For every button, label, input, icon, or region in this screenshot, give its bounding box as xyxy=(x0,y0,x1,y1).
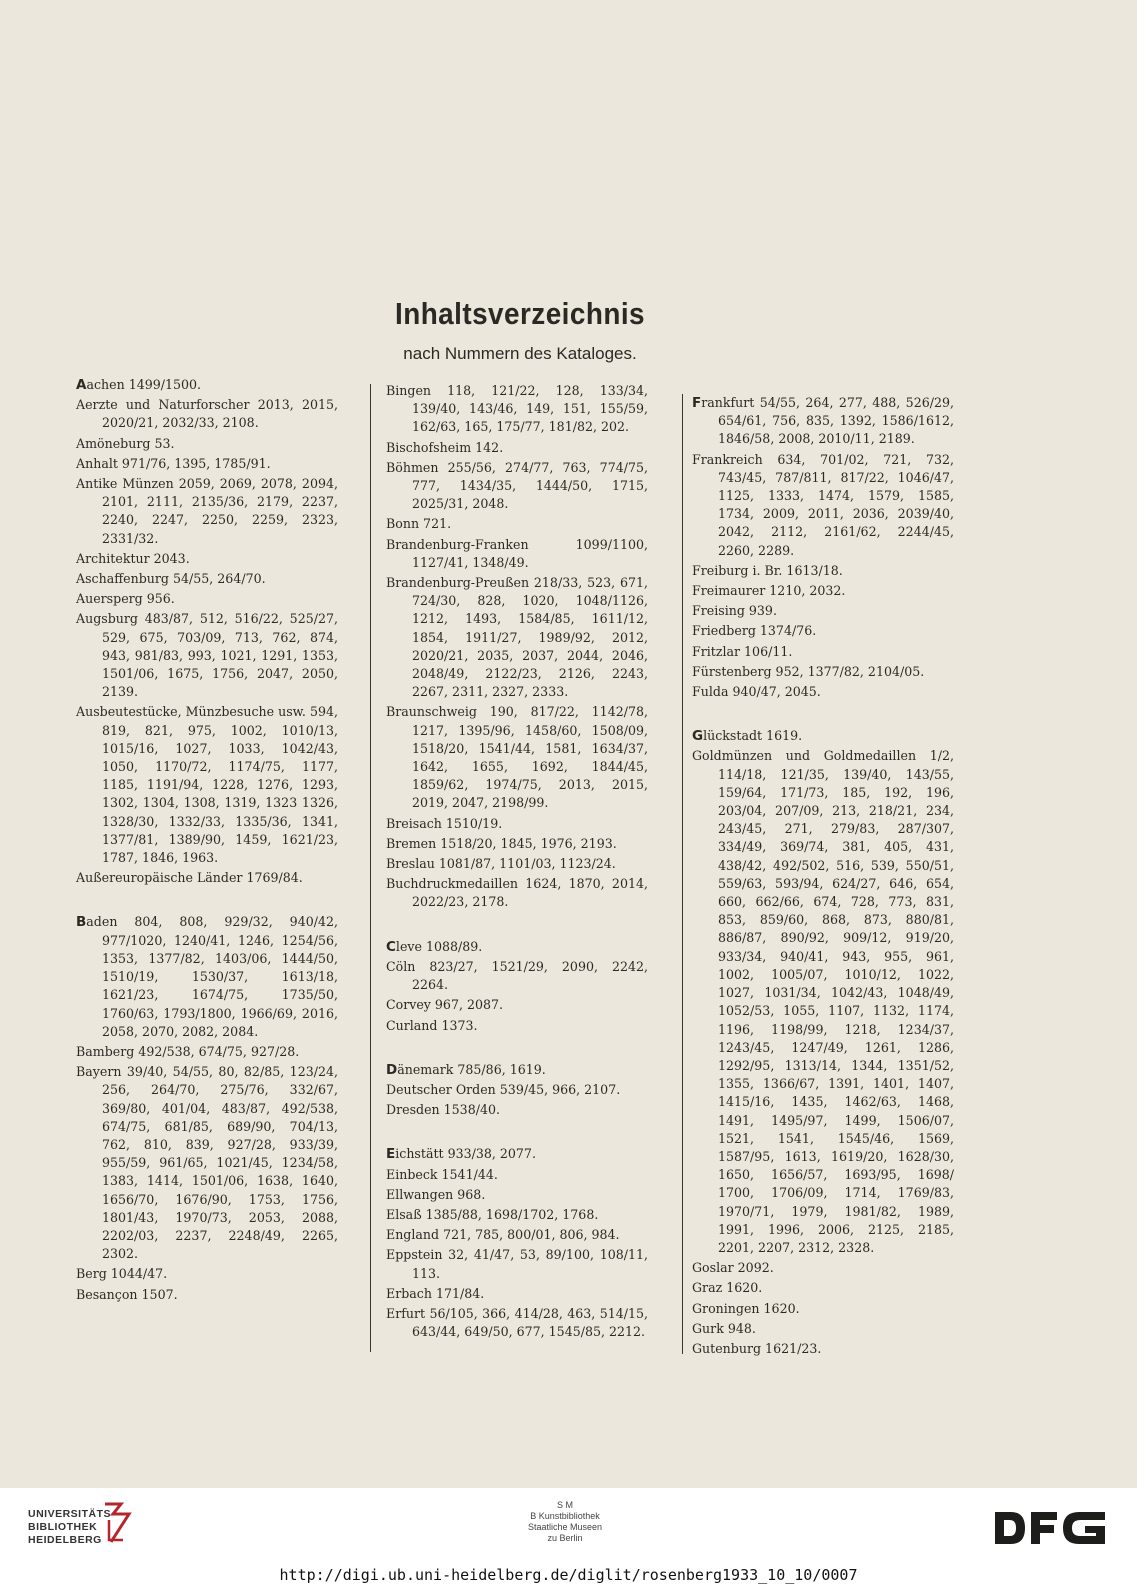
index-entry xyxy=(692,1320,954,1338)
index-entry xyxy=(76,703,338,867)
index-entry-text: Architektur 2043. xyxy=(76,550,190,566)
index-entry-text: Freising 939. xyxy=(692,603,777,619)
index-entry xyxy=(386,1166,648,1184)
index-entry xyxy=(386,875,648,911)
index-entry-text: Bonn 721. xyxy=(386,516,452,532)
index-entry-text: Einbeck 1541/44. xyxy=(386,1166,498,1182)
index-entry-text: Aschaffenburg 54/55, 264/70. xyxy=(76,571,266,587)
index-entry-text: Anhalt 971/76, 1395, 1785/91. xyxy=(76,455,271,471)
index-entry-text: Erfurt 56/105, 366, 414/28, 463, 514/15, 643/44, 649/50, 677, 1545/85, 2212. xyxy=(386,1305,648,1340)
index-entry xyxy=(76,550,338,568)
index-entry xyxy=(76,869,338,887)
index-entry xyxy=(692,394,954,449)
section-initial: B xyxy=(76,914,87,931)
index-entry xyxy=(692,747,954,1257)
index-column-3 xyxy=(692,394,954,1360)
stamp-line: zu Berlin xyxy=(547,1533,583,1543)
index-entry-text: Braunschweig 190, 817/22, 1142/78, 1217, 1395/96, 1458/60, 1508/09, 1518/20, 1541/44, 1581, 1634/37, 1642, 1655, 1692, 1844/45, 1859/62, 1974/75, 2013, 2015, 2019, 2047, 2198/99. xyxy=(386,704,648,811)
index-entry xyxy=(386,439,648,457)
section-gap xyxy=(692,703,954,727)
section-initial: E xyxy=(386,1146,396,1163)
index-entry xyxy=(76,1265,338,1283)
index-entry-text: Buchdruckmedaillen 1624, 1870, 2014, 2022/23, 2178. xyxy=(386,876,648,910)
index-entry-text: ichstätt 933/38, 2077. xyxy=(395,1146,536,1162)
index-entry-text: Brandenburg-Preußen 218/33, 523, 671, 724/30, 828, 1020, 1048/1126, 1212, 1493, 1584/85, 1611/12, 1854, 1911/27, 1989/92, 2012, 2020/21, 2035, 2037, 2044, 2046, 2048/49, 2122/23, 2126, 2243, 2267, 2311, 2327, 2333. xyxy=(386,575,648,700)
index-entry xyxy=(386,459,648,514)
index-entry-text: Böhmen 255/56, 274/77, 763, 774/75, 777, 1434/35, 1444/50, 1715, 2025/31, 2048. xyxy=(386,459,648,512)
index-entry xyxy=(692,1300,954,1318)
index-entry xyxy=(386,815,648,833)
index-entry xyxy=(386,855,648,873)
dfg-logo-icon[interactable] xyxy=(993,1508,1109,1548)
heidelberg-logo-icon[interactable] xyxy=(101,1500,133,1546)
section-gap xyxy=(386,1121,648,1145)
section-initial: A xyxy=(76,377,87,393)
index-entry xyxy=(692,1340,954,1358)
index-entry xyxy=(76,376,338,394)
index-entry xyxy=(386,1061,648,1079)
index-entry xyxy=(692,451,954,560)
index-entry-text: Corvey 967, 2087. xyxy=(386,997,504,1013)
index-entry xyxy=(76,435,338,453)
index-entry xyxy=(76,913,338,1040)
index-entry xyxy=(76,1286,338,1304)
index-entry-text: Groningen 1620. xyxy=(692,1300,800,1316)
index-entry xyxy=(76,590,338,608)
index-entry-text: Aerzte und Naturforscher 2013, 2015, 2020/21, 2032/33, 2108. xyxy=(76,397,338,431)
index-entry xyxy=(76,1043,338,1061)
index-entry-text: Dresden 1538/40. xyxy=(386,1102,500,1118)
index-entry-text: Gutenburg 1621/23. xyxy=(692,1340,822,1356)
index-entry-text: lückstadt 1619. xyxy=(703,728,803,744)
viewer-footer xyxy=(0,1488,1137,1590)
index-entry xyxy=(386,1186,648,1204)
index-entry-text: Graz 1620. xyxy=(692,1280,763,1296)
index-entry-text: Freimaurer 1210, 2032. xyxy=(692,583,846,599)
index-entry-text: aden 804, 808, 929/32, 940/42, 977/1020, 1240/41, 1246, 1254/56, 1353, 1377/82, 1403/06, 1444/50, 1510/19, 1530/37, 1613/18, 1621/23, 1674/75, 1735/50, 1760/63, 1793/1800, 1966/69, 2016, 2058, 2070, 2082, 2084. xyxy=(86,914,338,1039)
library-name-line: BIBLIOTHEK xyxy=(28,1521,98,1533)
stamp-line: S M xyxy=(556,1500,573,1510)
index-entry xyxy=(386,1017,648,1035)
index-entry-text: Frankreich 634, 701/02, 721, 732, 743/45, 787/811, 817/22, 1046/47, 1125, 1333, 1474, 1579, 1585, 1734, 2009, 2011, 2036, 2039/40, 2042, 2112, 2161/62, 2244/45, 2260, 2289. xyxy=(692,451,954,558)
index-entry-text: Curland 1373. xyxy=(386,1017,478,1033)
section-initial: F xyxy=(692,395,702,411)
index-entry-text: Fürstenberg 952, 1377/82, 2104/05. xyxy=(692,663,925,679)
index-entry xyxy=(386,1226,648,1244)
index-entry xyxy=(386,1285,648,1303)
index-entry xyxy=(76,1063,338,1263)
index-entry xyxy=(386,1081,648,1099)
stamp-line: B Kunstbibliothek xyxy=(530,1511,600,1521)
index-entry-text: Freiburg i. Br. 1613/18. xyxy=(692,562,843,578)
index-entry xyxy=(692,582,954,600)
index-entry xyxy=(76,455,338,473)
index-column-2 xyxy=(386,382,648,1343)
index-entry-text: rankfurt 54/55, 264, 277, 488, 526/29, 654/61, 756, 835, 1392, 1586/1612, 1846/58, 2008, 2010/11, 2189. xyxy=(701,395,954,447)
index-entry xyxy=(386,938,648,956)
index-entry-text: änemark 785/86, 1619. xyxy=(397,1061,546,1077)
index-entry-text: Bayern 39/40, 54/55, 80, 82/85, 123/24, 256, 264/70, 275/76, 332/67, 369/80, 401/04, 483/87, 492/538, 674/75, 681/85, 689/90, 704/13, 762, 810, 839, 927/28, 933/39, 955/59, 961/65, 1021/45, 1234/58, 1383, 1414, 1501/06, 1638, 1640, 1656/70, 1676/90, 1753, 1756, 1801/43, 1970/73, 2053, 2088, 2202/03, 2237, 2248/49, 2265, 2302. xyxy=(76,1064,338,1262)
index-entry-text: Deutscher Orden 539/45, 966, 2107. xyxy=(386,1081,621,1097)
library-name-line: UNIVERSITÄTS- xyxy=(28,1508,116,1520)
index-entry xyxy=(692,643,954,661)
museum-stamp xyxy=(505,1500,625,1544)
index-entry-text: Besançon 1507. xyxy=(76,1286,178,1302)
index-entry-text: Bamberg 492/538, 674/75, 927/28. xyxy=(76,1043,300,1059)
page-subtitle: nach Nummern des Kataloges. xyxy=(403,344,637,363)
index-entry xyxy=(386,574,648,701)
index-entry-text: Brandenburg-Franken 1099/1100, 1127/41, 1348/49. xyxy=(386,536,648,570)
section-initial: C xyxy=(386,938,396,955)
index-entry-text: Antike Münzen 2059, 2069, 2078, 2094, 2101, 2111, 2135/36, 2179, 2237, 2240, 2247, 2250, 2259, 2323, 2331/32. xyxy=(76,476,338,546)
index-entry-text: Elsaß 1385/88, 1698/1702, 1768. xyxy=(386,1206,599,1222)
index-entry xyxy=(386,1101,648,1119)
index-entry-text: Friedberg 1374/76. xyxy=(692,623,817,639)
index-entry-text: leve 1088/89. xyxy=(395,938,483,954)
index-entry-text: Amöneburg 53. xyxy=(76,435,175,451)
index-entry xyxy=(76,396,338,432)
index-entry-text: Ellwangen 968. xyxy=(386,1186,486,1202)
index-entry xyxy=(692,727,954,745)
index-entry-text: Augsburg 483/87, 512, 516/22, 525/27, 529, 675, 703/09, 713, 762, 874, 943, 981/83, 993, 1021, 1291, 1353, 1501/06, 1675, 1756, 2047, 2050, 2139. xyxy=(76,611,338,700)
index-entry-text: Goldmünzen und Goldmedaillen 1/2, 114/18, 121/35, 139/40, 143/55, 159/64, 171/73, 185, 192, 196, 203/04, 207/09, 213, 218/21, 234, 243/45, 271, 279/83, 287/307, 334/49, 369/74, 381, 405, 431, 438/42, 492/502, 516, 539, 550/51, 559/63, 593/94, 624/27, 646, 654, 660, 662/66, 674, 728, 773, 831, 853, 859/60, 868, 873, 880/81, 886/87, 890/92, 909/12, 919/20, 933/34, 940/41, 943, 955, 961, 1002, 1005/07, 1010/12, 1022, 1027, 1031/34, 1042/43, 1048/49, 1052/53, 1055, 1107, 1132, 1174, 1196, 1198/99, 1218, 1234/37, 1243/45, 1247/49, 1261, 1286, 1292/95, 1313/14, 1344, 1351/52, 1355, 1366/67, 1391, 1401, 1407, 1415/16, 1435, 1462/63, 1468, 1491, 1495/97, 1499, 1506/07, 1521, 1541, 1545/46, 1569, 1587/95, 1613, 1619/20, 1628/30, 1650, 1656/57, 1693/95, 1698/ 1700, 1706/09, 1714, 1769/83, 1970/71, 1979, 1981/82, 1989, 1991, 1996, 2006, 2125, 2185, 2201, 2207, 2312, 2328. xyxy=(692,748,954,1255)
index-entry xyxy=(692,562,954,580)
column-divider-2 xyxy=(682,394,683,1354)
index-entry-text: Auersperg 956. xyxy=(76,591,175,607)
index-entry xyxy=(692,622,954,640)
section-initial: D xyxy=(386,1061,398,1078)
index-entry xyxy=(76,570,338,588)
index-entry xyxy=(386,382,648,437)
index-entry-text: Außereuropäische Länder 1769/84. xyxy=(76,870,303,886)
index-entry-text: Berg 1044/47. xyxy=(76,1266,168,1282)
index-entry xyxy=(386,703,648,812)
index-entry-text: Erbach 171/84. xyxy=(386,1285,485,1301)
index-entry-text: Eppstein 32, 41/47, 53, 89/100, 108/11, 113. xyxy=(386,1247,648,1281)
index-entry xyxy=(692,663,954,681)
index-entry xyxy=(386,996,648,1014)
index-entry-text: Bischofsheim 142. xyxy=(386,439,504,455)
index-entry xyxy=(692,1259,954,1277)
index-entry xyxy=(386,1305,648,1341)
column-divider-1 xyxy=(370,384,371,1352)
index-entry xyxy=(692,1279,954,1297)
index-entry-text: Bremen 1518/20, 1845, 1976, 2193. xyxy=(386,835,617,851)
index-entry xyxy=(386,1206,648,1224)
index-entry xyxy=(386,835,648,853)
index-entry-text: Breisach 1510/19. xyxy=(386,815,503,831)
index-entry xyxy=(76,610,338,701)
stamp-line: Staatliche Museen xyxy=(527,1522,603,1532)
index-column-1 xyxy=(76,376,338,1306)
page-title: Inhaltsverzeichnis xyxy=(394,296,646,331)
index-entry-text: Ausbeutestücke, Münzbesuche usw. 594, 819, 821, 975, 1002, 1010/13, 1015/16, 1027, 1033, 1042/43, 1050, 1170/72, 1174/75, 1177, 1185, 1191/94, 1228, 1276, 1293, 1302, 1304, 1308, 1319, 1323 1326, 1328/30, 1332/33, 1335/36, 1341, 1377/81, 1389/90, 1459, 1621/23, 1787, 1846, 1963. xyxy=(76,704,338,866)
index-entry xyxy=(692,602,954,620)
library-name-line: HEIDELBERG xyxy=(28,1534,102,1546)
index-entry-text: Bingen 118, 121/22, 128, 133/34, 139/40, 143/46, 149, 151, 155/59, 162/63, 165, 175/77, 181/82, 202. xyxy=(386,383,648,435)
index-entry-text: Fulda 940/47, 2045. xyxy=(692,684,821,700)
section-gap xyxy=(386,914,648,938)
section-gap xyxy=(76,889,338,913)
index-entry-text: Goslar 2092. xyxy=(692,1260,774,1276)
index-entry-text: achen 1499/1500. xyxy=(86,377,202,392)
index-entry-text: England 721, 785, 800/01, 806, 984. xyxy=(386,1227,620,1243)
section-initial: G xyxy=(692,728,704,745)
section-gap xyxy=(386,1037,648,1061)
index-entry-text: Breslau 1081/87, 1101/03, 1123/24. xyxy=(386,856,616,872)
index-entry xyxy=(386,1145,648,1163)
index-entry xyxy=(692,683,954,701)
index-entry-text: Gurk 948. xyxy=(692,1320,756,1336)
index-entry xyxy=(386,515,648,533)
index-entry-text: Fritzlar 106/11. xyxy=(692,643,793,659)
index-entry xyxy=(386,958,648,994)
index-entry xyxy=(386,536,648,572)
index-entry xyxy=(386,1246,648,1282)
index-entry-text: Cöln 823/27, 1521/29, 2090, 2242, 2264. xyxy=(386,958,648,993)
page-url[interactable]: http://digi.ub.uni-heidelberg.de/diglit/rosenberg1933_10_10/0007 xyxy=(0,1560,1137,1590)
index-entry xyxy=(76,475,338,548)
